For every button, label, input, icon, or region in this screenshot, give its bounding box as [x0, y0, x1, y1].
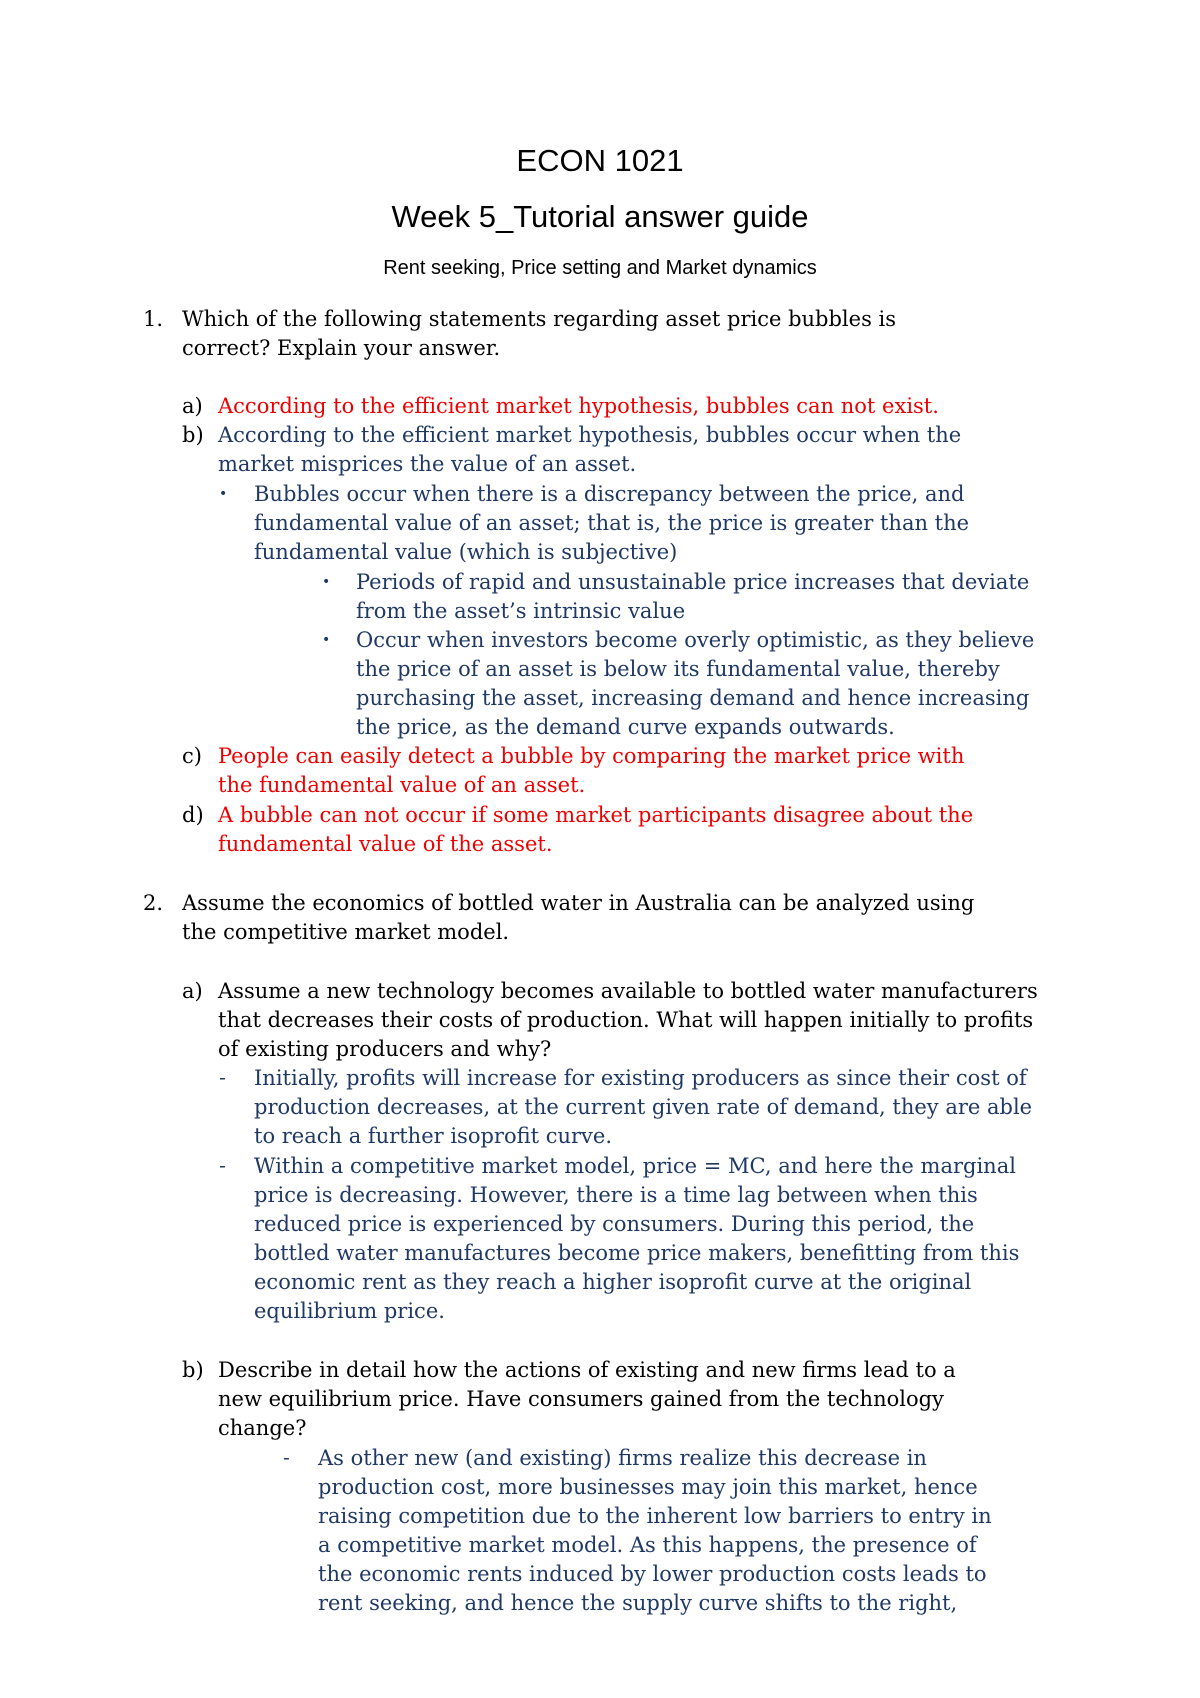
q2-part-b-marker: b) [182, 1358, 204, 1382]
q2-b-answer: production cost, more businesses may join this market, hence [318, 1475, 978, 1499]
q1-b-sub-point: purchasing the asset, increasing demand and hence increasing [356, 686, 1030, 710]
q1-number: 1. [143, 307, 164, 331]
q1-option-c-marker: c) [182, 744, 202, 768]
q1-question-line: Which of the following statements regarding asset price bubbles is [182, 307, 897, 331]
q2-a-answer: price is decreasing. However, there is a time lag between when this [254, 1183, 978, 1207]
q1-option-d-marker: d) [182, 803, 204, 827]
q1-b-sub-point: Periods of rapid and unsustainable price increases that deviate [356, 570, 1030, 594]
q2-question-line: the competitive market model. [182, 920, 510, 944]
q1-option-a-marker: a) [182, 394, 203, 418]
q1-option-d: fundamental value of the asset. [218, 832, 553, 856]
q2-a-answer: production decreases, at the current given rate of demand, they are able [254, 1095, 1033, 1119]
q1-option-b: market misprices the value of an asset. [218, 452, 637, 476]
q2-a-answer: Within a competitive market model, price = MC, and here the marginal [254, 1154, 1016, 1178]
bullet-icon: • [219, 486, 228, 502]
q2-part-a: of existing producers and why? [218, 1037, 552, 1061]
q2-a-answer: Initially, profits will increase for existing producers as since their cost of [254, 1066, 1027, 1090]
q1-question-line: correct? Explain your answer. [182, 336, 501, 360]
q2-a-answer: bottled water manufactures become price makers, benefitting from this [254, 1241, 1020, 1265]
q2-part-a: Assume a new technology becomes available to bottled water manufacturers [218, 979, 1038, 1003]
dash-icon: - [219, 1155, 226, 1177]
q1-b-explanation: fundamental value of an asset; that is, the price is greater than the [254, 511, 970, 535]
q2-a-answer: reduced price is experienced by consumers. During this period, the [254, 1212, 975, 1236]
q1-option-b: According to the efficient market hypothesis, bubbles occur when the [218, 423, 962, 447]
q1-option-d: A bubble can not occur if some market participants disagree about the [218, 803, 974, 827]
q2-b-answer: a competitive market model. As this happens, the presence of [318, 1533, 977, 1557]
course-code: ECON 1021 [516, 143, 684, 178]
dash-icon: - [219, 1067, 226, 1089]
q1-option-c: the fundamental value of an asset. [218, 773, 586, 797]
q1-option-a: According to the efficient market hypothesis, bubbles can not exist. [218, 394, 939, 418]
q2-b-answer: the economic rents induced by lower production costs leads to [318, 1562, 987, 1586]
q1-b-sub-point: Occur when investors become overly optimistic, as they believe [356, 628, 1035, 652]
q2-b-answer: rent seeking, and hence the supply curve shifts to the right, [318, 1591, 958, 1615]
bullet-icon: • [322, 632, 331, 648]
q2-part-a: that decreases their costs of production. What will happen initially to profits [218, 1008, 1034, 1032]
q1-b-explanation: Bubbles occur when there is a discrepancy between the price, and [254, 482, 965, 506]
q1-option-b-marker: b) [182, 423, 204, 447]
q1-b-explanation: fundamental value (which is subjective) [254, 540, 678, 564]
q2-question-line: Assume the economics of bottled water in Australia can be analyzed using [182, 891, 975, 915]
q1-b-sub-point: from the asset’s intrinsic value [356, 599, 686, 623]
q2-a-answer: to reach a further isoprofit curve. [254, 1124, 613, 1148]
q2-part-b: Describe in detail how the actions of existing and new firms lead to a [218, 1358, 956, 1382]
q2-b-answer: raising competition due to the inherent low barriers to entry in [318, 1504, 992, 1528]
q2-part-a-marker: a) [182, 979, 203, 1003]
document-subtitle: Rent seeking, Price setting and Market dynamics [383, 257, 817, 279]
q2-a-answer: equilibrium price. [254, 1299, 445, 1323]
bullet-icon: • [322, 574, 331, 590]
q2-part-b: new equilibrium price. Have consumers gained from the technology [218, 1387, 944, 1411]
q2-b-answer: As other new (and existing) firms realize this decrease in [318, 1446, 927, 1470]
q1-b-sub-point: the price of an asset is below its fundamental value, thereby [356, 657, 1000, 681]
q2-number: 2. [143, 891, 164, 915]
dash-icon: - [283, 1447, 290, 1469]
q2-part-b: change? [218, 1416, 307, 1440]
q2-a-answer: economic rent as they reach a higher isoprofit curve at the original [254, 1270, 972, 1294]
document-title: Week 5_Tutorial answer guide [391, 199, 809, 234]
q1-b-sub-point: the price, as the demand curve expands outwards. [356, 715, 895, 739]
q1-option-c: People can easily detect a bubble by comparing the market price with [218, 744, 965, 768]
